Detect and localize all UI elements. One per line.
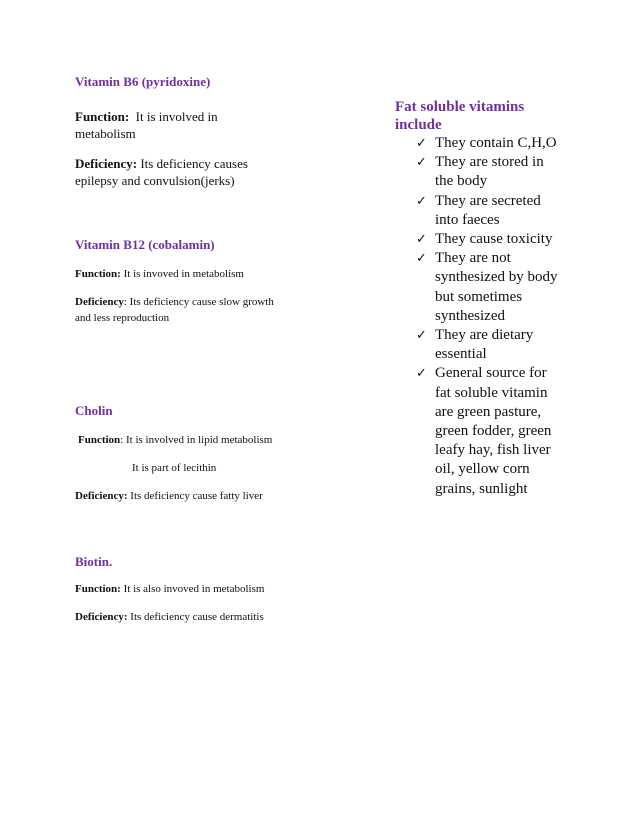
b6-deficiency-text: Its deficiency causes epilepsy and convulsion(jerks) — [75, 156, 248, 188]
cholin-deficiency-text: Its deficiency cause fatty liver — [127, 490, 263, 502]
b6-function-text: It is involved in metabolism — [75, 109, 221, 141]
checkmark-icon: ✓ — [416, 136, 427, 151]
b6-deficiency — [75, 155, 285, 189]
b6-function-label: Function: — [75, 109, 130, 124]
biotin-function — [75, 581, 375, 597]
b12-function-label: Function: — [75, 268, 121, 280]
right-column — [395, 98, 595, 499]
fat-soluble-heading: Fat soluble vitamins include — [395, 99, 525, 133]
checkmark-icon: ✓ — [416, 232, 427, 248]
list-item: ✓ General source for fat soluble vitamin are green pasture, green fodder, green leafy hay, fish liver oil, yellow corn grains, sunlight — [416, 365, 552, 497]
b12-heading: Vitamin B12 (cobalamin) — [75, 237, 215, 252]
checkmark-icon: ✓ — [416, 193, 427, 209]
biotin-function-label: Function: — [75, 583, 121, 595]
b12-function-text: It is invoved in metabolism — [120, 268, 244, 280]
b12-deficiency-text: : Its deficiency cause slow growth and less reproduction — [75, 296, 274, 324]
list-item: ✓ They contain C,H,O — [395, 134, 565, 153]
checkmark-icon: ✓ — [416, 366, 427, 382]
biotin-deficiency-label: Deficiency: — [75, 611, 128, 623]
cholin-function-label: Function — [78, 434, 121, 446]
fat-soluble-list — [395, 134, 595, 499]
checkmark-icon: ✓ — [416, 155, 427, 171]
list-item: ✓ They are dietary essential — [416, 327, 534, 363]
list-item: ✓ They are not synthesized by body but sometimes synthesized — [416, 250, 558, 324]
b6-heading: Vitamin B6 (pyridoxine) — [75, 74, 211, 89]
biotin-heading: Biotin. — [75, 554, 113, 569]
biotin-deficiency-text: Its deficiency cause dermatitis — [127, 611, 264, 623]
cholin-deficiency-label: Deficiency: — [75, 490, 128, 502]
cholin-extra-line: It is part of lecithin — [132, 462, 217, 474]
biotin-function-text: It is also invoved in metabolism — [120, 583, 265, 595]
b12-function — [75, 266, 375, 282]
b6-function — [75, 108, 275, 142]
cholin-deficiency — [75, 488, 375, 504]
b6-deficiency-label: Deficiency: — [75, 156, 138, 171]
b12-deficiency-label: Deficiency — [75, 296, 124, 308]
biotin-deficiency — [75, 609, 375, 625]
checkmark-icon: ✓ — [416, 251, 427, 267]
b12-deficiency — [75, 294, 285, 326]
list-item: ✓ They are stored in the body — [416, 154, 544, 190]
cholin-function-text: : It is involved in lipid metabolism — [120, 434, 273, 446]
cholin-heading: Cholin — [75, 403, 113, 418]
list-item: ✓ They are secreted into faeces — [416, 192, 541, 228]
cholin-function — [78, 432, 378, 448]
list-item: ✓ They cause toxicity — [395, 230, 565, 249]
checkmark-icon: ✓ — [416, 328, 427, 344]
